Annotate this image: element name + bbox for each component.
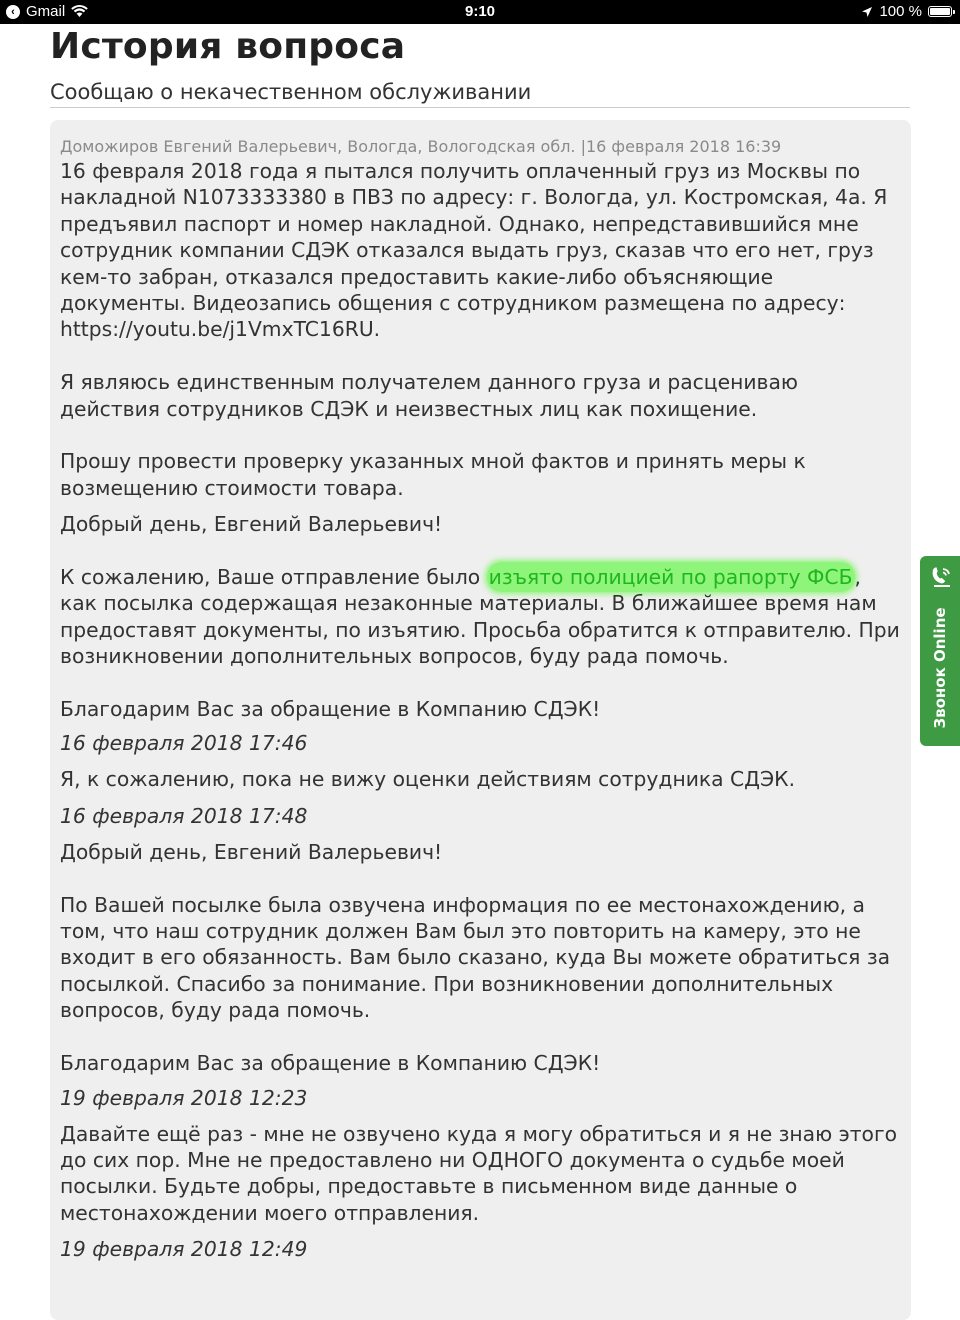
call-online-label: Звонок Online [931, 607, 949, 729]
reply-text: К сожалению, Ваше отправление было [60, 565, 487, 590]
battery-icon [928, 6, 952, 17]
reply-message [60, 511, 901, 722]
reply-paragraph: По Вашей посылке была озвучена информация по ее местонахождению, а том, что наш сотрудник должен Вам был это повторить на камеру, это не входит в его обязанность. Вам было сказано, куда Вы можете обратиться за посылкой. Спасибо за понимание. При возникновении дополнительных вопросов, буду рада помочь. [60, 892, 891, 1023]
reply-text: , как посылка содержащая незаконные материалы. В ближайшее время нам предоставят документы, по изъятию. Просьба обратится к отправителю. При возникновении дополнительных вопросов, буду рада помочь. [60, 565, 900, 669]
status-right [861, 3, 952, 20]
back-chevron-icon: ‹ [6, 5, 20, 19]
reply-thanks: Благодарим Вас за обращение в Компанию СДЭК! [60, 697, 601, 722]
reply-thanks: Благодарим Вас за обращение в Компанию СДЭК! [60, 1051, 601, 1076]
complaint-meta: Доможиров Евгений Валерьевич, Вологда, Вологодская обл. |16 февраля 2018 16:39 [60, 137, 782, 156]
page-subtitle: Сообщаю о некачественном обслуживании [50, 80, 910, 108]
conversation-card [50, 120, 911, 1320]
customer-message [60, 1121, 901, 1227]
page-title: История вопроса [50, 26, 406, 67]
battery-fill [930, 8, 950, 15]
message-timestamp: 16 февраля 2018 17:46 [60, 731, 308, 756]
highlighted-text: изъято полицией по рапорту ФСБ [487, 562, 855, 592]
status-bar [0, 0, 960, 24]
back-app-label: Gmail [26, 3, 66, 20]
clock: 9:10 [464, 3, 496, 20]
message-timestamp: 19 февраля 2018 12:23 [60, 1085, 308, 1110]
complaint-paragraph: 16 февраля 2018 года я пытался получить оплаченный груз из Москвы по накладной N1073333380 в ПВЗ по адресу: г. Вологда, ул. Костромская, 4а. Я предъявил паспорт и номер накладной. Однако, непредставившийся мне сотрудник компании СДЭК отказался выдать груз, сказав что его нет, груз кем-то забран, отказался предоставить какие-либо объясняющие документы. Видеозапись общения с сотрудником размещена по адресу: https://youtu.be/j1VmxTC16RU. [60, 159, 888, 342]
message-timestamp: 16 февраля 2018 17:48 [60, 803, 308, 828]
battery-percent: 100 % [879, 3, 922, 20]
reply-message [60, 839, 901, 1077]
phone-icon [928, 564, 954, 590]
customer-text: Давайте ещё раз - мне не озвучено куда я могу обратиться и я не знаю этого до сих пор. Мне не предоставлено ни ОДНОГО документа о судьбе моей посылки. Будьте добры, предоставьте в письменном виде данные о местонахождении моего отправления. [60, 1121, 898, 1225]
location-arrow-icon [861, 6, 873, 18]
customer-text: Я, к сожалению, пока не вижу оценки действиям сотрудника СДЭК. [60, 767, 796, 792]
complaint-paragraph: Я являюсь единственным получателем данного груза и расцениваю действия сотрудников СДЭК и неизвестных лиц как похищение. [60, 370, 798, 421]
reply-greeting: Добрый день, Евгений Валерьевич! [60, 512, 443, 537]
reply-paragraph [60, 564, 901, 670]
complaint-paragraph: Прошу провести проверку указанных мной фактов и принять меры к возмещению стоимости товара. [60, 449, 806, 500]
complaint-message [60, 158, 901, 501]
reply-greeting: Добрый день, Евгений Валерьевич! [60, 839, 443, 864]
customer-message [60, 766, 901, 792]
message-timestamp: 19 февраля 2018 12:49 [60, 1237, 308, 1262]
call-online-tab[interactable] [920, 556, 960, 746]
